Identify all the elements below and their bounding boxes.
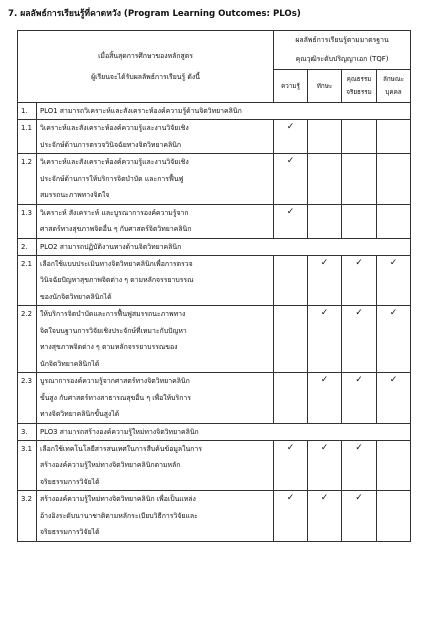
- section-heading: 7. ผลลัพธ์การเรียนรู้ที่คาดหวัง (Program Learning Outcomes: PLOs): [8, 9, 301, 19]
- row-text-line: จิตใจบนฐานการวิจัยเชิงประจักษ์ที่เหมาะกับปัญหา: [40, 326, 187, 335]
- empty-cell: [308, 204, 342, 238]
- row-number: 2.2: [18, 306, 37, 373]
- row-text: [37, 491, 274, 542]
- header-left-line: ผู้เรียนจะได้รับผลลัพธ์การเรียนรู้ ดังนี้: [91, 72, 200, 81]
- table-row: [18, 491, 411, 542]
- row-number: 1.: [18, 103, 37, 120]
- plo-table: [17, 30, 411, 542]
- empty-cell: [274, 373, 308, 424]
- row-text-line: เลือกใช้เทคโนโลยีสารสนเทศในการสืบค้นข้อมูลในการ: [40, 444, 202, 453]
- check-mark-icon: ✓: [308, 373, 342, 424]
- check-mark-icon: ✓: [342, 306, 377, 373]
- column-header-ethics: [342, 70, 377, 103]
- row-number: 1.1: [18, 120, 37, 154]
- row-text-line: ประจักษ์ด้านการตรวจวินิจฉัยทางจิตวิทยาคลินิก: [40, 140, 182, 149]
- column-header-text: ทักษะ: [316, 82, 333, 90]
- empty-cell: [377, 440, 411, 491]
- section-title: PLO2 สามารถปฏิบัติงานทางด้านจิตวิทยาคลินิก: [37, 238, 411, 255]
- header-group-line: ผลลัพธ์การเรียนรู้ตามมาตรฐาน: [295, 36, 389, 44]
- column-header-text: บุคคล: [385, 89, 402, 96]
- row-number: 3.2: [18, 491, 37, 542]
- row-text-line: วินิจฉัยปัญหาสุขภาพจิตต่าง ๆ ตามหลักจรรยาบรรณ: [40, 276, 194, 284]
- row-text-line: ขั้นสูง กับศาสตร์ทางสาธารณสุขอื่น ๆ เพื่อให้บริการ: [40, 393, 191, 402]
- section-row: [18, 103, 411, 120]
- row-text-line: ให้บริการจิตบำบัดและการฟื้นฟูสมรรถนะภาพทาง: [40, 310, 186, 318]
- row-text-line: สมรรถนะภาพทางจิตใจ: [40, 191, 110, 199]
- empty-cell: [308, 154, 342, 205]
- row-text-line: สร้างองค์ความรู้ใหม่ทางจิตวิทยาคลินิกตามหลัก: [40, 461, 181, 469]
- header-left-line: เมื่อสิ้นสุดการศึกษาของหลักสูตร: [98, 51, 193, 60]
- check-mark-icon: ✓: [342, 491, 377, 542]
- row-text-line: วิเคราะห์และสังเคราะห์องค์ความรู้และงานวิจัยเชิง: [40, 158, 189, 166]
- row-text-line: ทางจิตวิทยาคลินิกขั้นสูงได้: [40, 410, 120, 418]
- row-text-line: จริยธรรมการวิจัยได้: [40, 477, 100, 486]
- check-mark-icon: ✓: [308, 255, 342, 306]
- check-mark-icon: ✓: [274, 440, 308, 491]
- row-text-line: อ้างอิงระดับนานาชาติตามหลักระเบียบวิธีการวิจัยและ: [40, 511, 198, 520]
- check-mark-icon: ✓: [274, 154, 308, 205]
- empty-cell: [377, 154, 411, 205]
- row-text-line: เลือกใช้แบบประเมินทางจิตวิทยาคลินิกเพื่อการตรวจ: [40, 259, 193, 268]
- table-row: [18, 154, 411, 205]
- empty-cell: [274, 306, 308, 373]
- empty-cell: [308, 120, 342, 154]
- row-text: [37, 306, 274, 373]
- row-number: 2.1: [18, 255, 37, 306]
- table-row: [18, 255, 411, 306]
- section-row: [18, 423, 411, 440]
- table-row: [18, 120, 411, 154]
- check-mark-icon: ✓: [377, 373, 411, 424]
- empty-cell: [377, 491, 411, 542]
- header-left: [18, 31, 274, 103]
- column-header-character: [377, 70, 411, 103]
- check-mark-icon: ✓: [308, 306, 342, 373]
- check-mark-icon: ✓: [342, 255, 377, 306]
- table-row: [18, 204, 411, 238]
- section-title: PLO3 สามารถสร้างองค์ความรู้ใหม่ทางจิตวิทยาคลินิก: [37, 423, 411, 440]
- check-mark-icon: ✓: [342, 440, 377, 491]
- check-mark-icon: ✓: [377, 255, 411, 306]
- row-number: 3.: [18, 423, 37, 440]
- row-text-line: วิเคราะห์และสังเคราะห์องค์ความรู้และงานวิจัยเชิง: [40, 124, 189, 132]
- row-text: [37, 440, 274, 491]
- plo-table-body: [18, 103, 411, 542]
- empty-cell: [342, 154, 377, 205]
- row-text: [37, 255, 274, 306]
- empty-cell: [342, 204, 377, 238]
- row-number: 1.3: [18, 204, 37, 238]
- check-mark-icon: ✓: [274, 120, 308, 154]
- check-mark-icon: ✓: [308, 491, 342, 542]
- header-group: [274, 31, 411, 70]
- column-header-knowledge: [274, 70, 308, 103]
- check-mark-icon: ✓: [377, 306, 411, 373]
- row-text-line: สร้างองค์ความรู้ใหม่ทางจิตวิทยาคลินิก เพื่อเป็นแหล่ง: [40, 495, 196, 503]
- check-mark-icon: ✓: [342, 373, 377, 424]
- row-text-line: บูรณาการองค์ความรู้จากศาสตร์ทางจิตวิทยาคลินิก: [40, 377, 190, 385]
- empty-cell: [274, 255, 308, 306]
- check-mark-icon: ✓: [274, 491, 308, 542]
- row-text-line: วิเคราะห์ สังเคราะห์ และบูรณาการองค์ความรู้จาก: [40, 208, 189, 217]
- empty-cell: [377, 120, 411, 154]
- row-number: 1.2: [18, 154, 37, 205]
- row-number: 3.1: [18, 440, 37, 491]
- row-number: 2.3: [18, 373, 37, 424]
- row-text: [37, 204, 274, 238]
- table-row: [18, 373, 411, 424]
- row-text: [37, 154, 274, 205]
- table-row: [18, 440, 411, 491]
- row-text: [37, 120, 274, 154]
- check-mark-icon: ✓: [308, 440, 342, 491]
- column-header-text: ความรู้: [281, 82, 300, 90]
- check-mark-icon: ✓: [274, 204, 308, 238]
- header-group-line: คุณวุฒิระดับปริญญาเอก (TQF): [295, 55, 389, 63]
- row-text-line: ทางสุขภาพจิตต่าง ๆ ตามหลักจรรยาบรรณของ: [40, 343, 178, 351]
- row-text: [37, 373, 274, 424]
- row-number: 2.: [18, 238, 37, 255]
- column-header-text: จริยธรรม: [346, 89, 372, 96]
- empty-cell: [377, 204, 411, 238]
- empty-cell: [342, 120, 377, 154]
- table-row: [18, 306, 411, 373]
- row-text-line: นักจิตวิทยาคลินิกได้: [40, 359, 100, 368]
- column-header-text: คุณธรรม: [346, 76, 372, 83]
- section-row: [18, 238, 411, 255]
- row-text-line: ของนักจิตวิทยาคลินิกได้: [40, 292, 112, 301]
- column-header-skills: [308, 70, 342, 103]
- row-text-line: ศาสตร์ทางสุขภาพจิตอื่น ๆ กับศาสตร์จิตวิทยาคลินิก: [40, 225, 192, 233]
- row-text-line: ประจักษ์ด้านการให้บริการจิตบำบัด และการฟื้นฟู: [40, 174, 184, 183]
- section-title: PLO1 สามารถวิเคราะห์และสังเคราะห์องค์ความรู้ด้านจิตวิทยาคลินิก: [37, 103, 411, 120]
- row-text-line: จริยธรรมการวิจัยได้: [40, 528, 100, 536]
- column-header-text: ลักษณะ: [383, 76, 405, 83]
